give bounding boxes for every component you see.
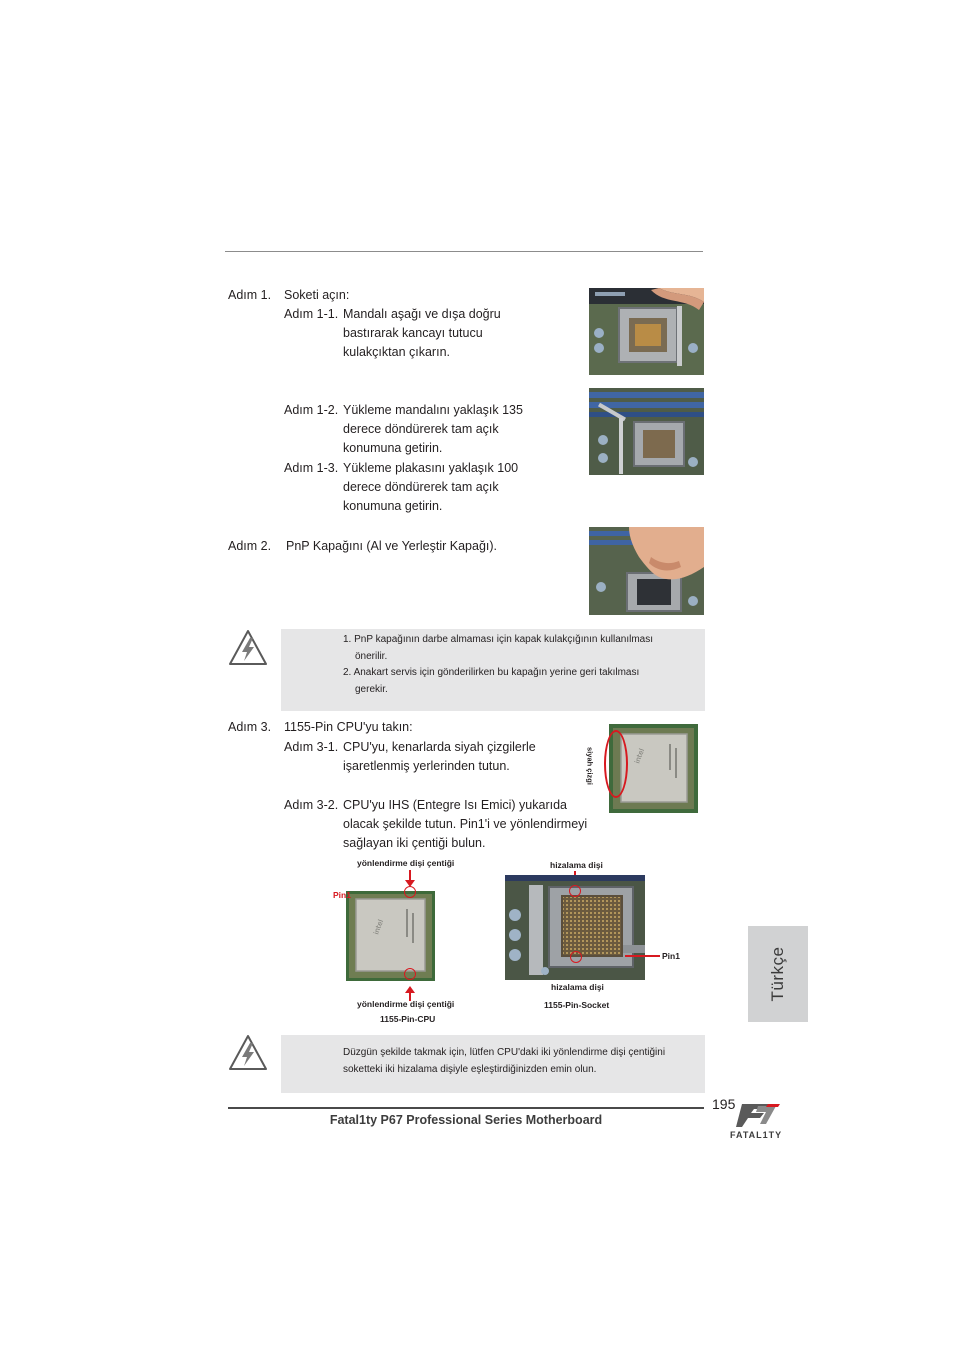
step1-3-line1: Yükleme plakasını yaklaşık 100 (343, 461, 519, 475)
svg-text:intel: intel (633, 747, 647, 765)
footer-rule (228, 1107, 704, 1109)
note1-line1: 1. PnP kapağının darbe almaması için kapak kulakçığının kullanılması (343, 634, 653, 645)
step1-3-label: Adım 1-3. (284, 461, 339, 475)
step3-label: Adım 3. (228, 720, 272, 734)
photo-cpu-top-view (346, 891, 435, 981)
step1-2-line3: konumuna getirin. (343, 441, 443, 455)
step3-1-line1: CPU'yu, kenarlarda siyah çizgilerle (343, 740, 536, 754)
fatal1ty-logo-text: FATAL1TY (730, 1130, 783, 1140)
note2-line2: soketteki iki hizalama dişiyle eşleştirdiğinizden emin olun. (343, 1064, 597, 1075)
step2-text: PnP Kapağını (Al ve Yerleştir Kapağı). (286, 539, 498, 553)
cpu-bottom-notch-label: yönlendirme dişi çentiği (357, 999, 455, 1009)
note1-line2: önerilir. (355, 651, 388, 662)
socket-pin1-pointer (625, 955, 660, 957)
svg-text:intel: intel (372, 918, 386, 936)
cpu-top-notch-circle (404, 886, 416, 898)
cpu-bottom-notch-circle (404, 968, 416, 980)
black-line-highlight (604, 730, 628, 798)
step3-2-line2: olacak şekilde tutun. Pin1'i ve yönlendirmeyi (343, 817, 588, 831)
photo-socket-unlatch (589, 288, 704, 375)
cpu-pin1-label: Pin1 (333, 890, 351, 900)
step2-label: Adım 2. (228, 539, 272, 553)
header-rule (225, 251, 703, 252)
step1-1-line2: bastırarak kancayı tutucu (343, 326, 483, 340)
socket-pin1-label: Pin1 (662, 951, 680, 961)
step1-2-label: Adım 1-2. (284, 403, 339, 417)
step3-2-line1: CPU'yu IHS (Entegre Isı Emici) yukarıda (343, 798, 567, 812)
warning-icon (228, 628, 268, 668)
note2-line1: Düzgün şekilde takmak için, lütfen CPU'daki iki yönlendirme dişi çentiğini (343, 1047, 666, 1058)
language-tab (748, 926, 808, 1022)
socket-bottom-key-label: hizalama dişi (551, 982, 604, 992)
photo-load-lever (589, 388, 704, 475)
step1-title: Soketi açın: (284, 288, 350, 302)
footer-title: Fatal1ty P67 Professional Series Motherboard (329, 1113, 603, 1127)
step1-3-line2: derece döndürerek tam açık (343, 480, 499, 494)
step3-title: 1155-Pin CPU'yu takın: (284, 720, 413, 734)
socket-bottom-key-circle (570, 951, 582, 963)
photo-pnp-cap (589, 527, 704, 615)
note1-line4: gerekir. (355, 684, 388, 695)
step3-1-line2: işaretlenmiş yerlerinden tutun. (343, 759, 510, 773)
socket-caption: 1155-Pin-Socket (544, 1000, 610, 1010)
note1-line3: 2. Anakart servis için gönderilirken bu kapağın yerine geri takılması (343, 667, 640, 678)
step1-2-line1: Yükleme mandalını yaklaşık 135 (343, 403, 523, 417)
page-number: 195 (712, 1096, 736, 1112)
step3-2-label: Adım 3-2. (284, 798, 339, 812)
step3-2-line3: sağlayan iki çentiği bulun. (343, 836, 486, 850)
black-line-label-wrap (583, 738, 597, 794)
step1-1-line1: Mandalı aşağı ve dışa doğru (343, 307, 501, 321)
black-line-label: siyah çizgi (585, 747, 595, 785)
language-tab-label: Türkçe (768, 946, 787, 1002)
step1-label: Adım 1. (228, 288, 272, 302)
cpu-caption: 1155-Pin-CPU (380, 1014, 436, 1024)
step1-3-line3: konumuna getirin. (343, 499, 443, 513)
fatal1ty-logo (728, 1100, 788, 1148)
socket-top-key-label: hizalama dişi (550, 860, 603, 870)
socket-top-key-circle (569, 885, 581, 897)
step1-1-line3: kulakçıktan çıkarın. (343, 345, 450, 359)
warning-icon-2 (228, 1033, 268, 1073)
step1-1-label: Adım 1-1. (284, 307, 339, 321)
step3-1-label: Adım 3-1. (284, 740, 339, 754)
step1-2-line2: derece döndürerek tam açık (343, 422, 499, 436)
cpu-top-notch-label: yönlendirme dişi çentiği (357, 858, 455, 868)
